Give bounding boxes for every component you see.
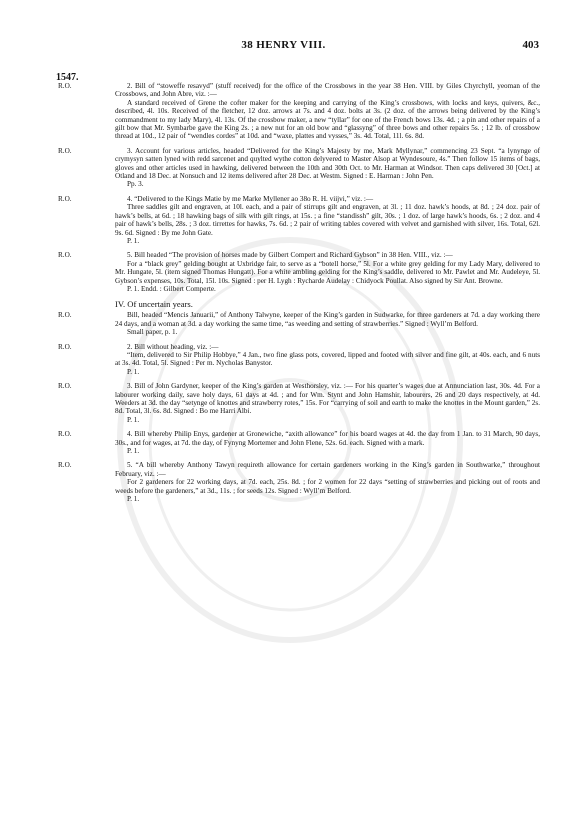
archive-marker: R.O. <box>58 430 72 439</box>
calendar-entry <box>0 299 567 336</box>
entry-body <box>115 251 540 293</box>
entry-paragraph: 2. Bill without heading, viz. :— <box>127 342 219 351</box>
entry-body <box>115 430 540 455</box>
entry-paragraph: Three saddles gilt and engraven, at 10l. each, and a pair of stirrups gilt and engraven, at 3l. ; 11 doz. hawk’s hoods, at 8d. ; 24 doz. pair of hawk’s bells, at 6d. ; 18 hawking bags of silk with gilt rings, at 15s. ; a fine “standissh” gilt, 30s. ; 1 doz. of large hawk’s hoods, 6s. ; 2 doz. and 4 pair of hawk’s bells, 28s. ; 3 doz. tirrettes for hawks, 7s. 6d. ; 2 pair of writing tables covered with velvet and garnished with silver, 16s. Total, 62l. 9s. 6d. Signed : By me John Gate. <box>115 203 540 237</box>
archive-marker: R.O. <box>58 82 72 90</box>
entry-paragraph: P. 1. <box>127 447 140 456</box>
calendar-entry <box>0 343 567 377</box>
running-title: 38 HENRY VIII. <box>241 39 326 51</box>
archive-marker: R.O. <box>58 146 72 155</box>
entry-paragraph: “Item, delivered to Sir Philip Hobbye,” 4 Jan., two fine glass pots, covered, lipped and footed with silver and fine gilt, at 40s. each, and 6 nuts at 3s. 4d. Total, 5l. Signed : Per m. Nycholas Banystor. <box>115 350 540 368</box>
entry-body <box>115 461 540 503</box>
entry-paragraph: 3. Bill of John Gardyner, keeper of the King’s garden at Westhorsley, viz. :— For his quarter’s wages due at Annunciation last, 30s. 4d. For a labourer working daily, save holy days, 61 days at 4d. ; and for Wm. Stynt and John Hamshir, labourers, 26 and 20 days respectively, at 4d. Weeders at 3d. the day “setynge of knottes and strawberry rotes,” 15s. For “carrying of soil and earth to make the knottes in the Mount garden,” 2s. 8d. Total, 3l. 6s. 8d. Signed : Bo me Harri Albi. <box>115 382 540 416</box>
entry-paragraph: P. 1. Endd. : Gilbert Comperte. <box>127 284 216 293</box>
calendar-entry <box>0 147 567 189</box>
entry-paragraph: P. 1. <box>127 236 140 245</box>
entry-paragraph: For a “black grey” gelding bought at Uxbridge fair, to serve as a “botell horse,” 5l. For a white grey gelding for my Lady Mary, delivered to Mr. Hungate, 5l. (item signed Thomas Hungatt). For a white ambling gelding for the King’s saddle, delivered to Mr. Pawlet and Mr. Audeleye, 5l. Gybson’s expenses, 10s. Total, 15l. 10s. Signed : per H. Lygh : Rycharde Audelay : Chidyock Poullat. Also signed by Sir Ant. Browne. <box>115 259 540 285</box>
archive-marker: R.O. <box>58 194 72 203</box>
running-header <box>0 39 567 53</box>
entry-paragraph: 2. Bill of “stoweffe resavyd” (stuff received) for the office of the Crossbows in the year 38 Hen. VIII. by Giles Chyrchyll, yeoman of the Crossbows, and John Abre, viz. :— <box>115 82 540 99</box>
year-marker: 1547. <box>56 72 79 83</box>
entry-paragraph: A standard received of Grene the cofter maker for the keeping and carrying of the King’s crossbows, with locks and keys, quivers, &c., described, 4l. 10s. Received of the fletcher, 12 doz. arrows at 7s. and 4 doz. bolts at 3s. (2 doz. of the arrows being delivered by the King’s commandment to my lady Mary), 4l. 13s. Of the crossbow maker, a new “tyllar” for one of the French bows 13s. 4d. ; a pin and other repairs of a gilt bow that Mr. Symbarbe gave the King 2s. ; a new nut for an old bow and “glassyng” of three bows and other repairs 5s. ; 12 lb. of crossbow thread at 10d., 12 pair of “wendles cordes” at 10d. and “waxe, plattes and vysses,” 3s. 4d. Total, 11l. 6s. 8d. <box>115 98 540 141</box>
entry-paragraph: 5. Bill headed “The provision of horses made by Gilbert Compert and Richard Gybson” in 38 Hen. VIII., viz. :— <box>127 251 453 260</box>
calendar-entry <box>0 461 567 503</box>
calendar-entry <box>0 195 567 245</box>
entry-paragraph: 3. Account for various articles, headed “Delivered for the King’s Majesty by me, Mark Myllynar,” commencing 23 Sept. “a lynynge of crymysyn satten lyned with redd sarcenet and quylted wythe cotton delyvered to Master Alsop at Wyndesoure, 4s.” Then follow 15 items of bags, gloves and other articles used in hawking, delivered between the 10th and 30th Oct. to Mr. Harman at Windsor. Then caps delivered 30 [Oct.] at Otland and 18 Dec. at Nonsuch and 12 items delivered after 28 Dec. at Westm. Signed : E. Harman : John Pen. <box>115 146 540 181</box>
entry-paragraph: 5. “A bill whereby Anthony Tawyn requireth allowance for certain gardeners working in the King’s garden in Southwarke,” throughout February, viz. :— <box>115 461 540 478</box>
calendar-entry <box>0 82 567 141</box>
page-number: 403 <box>522 39 539 51</box>
calendar-entries <box>0 82 567 509</box>
entry-body <box>115 343 540 377</box>
entry-body <box>115 147 540 189</box>
archive-marker: R.O. <box>58 382 72 391</box>
entry-body <box>115 195 540 245</box>
entry-paragraph: Pp. 3. <box>127 180 144 189</box>
entry-paragraph: 4. Bill whereby Philip Enys, gardener at Gronewiche, “axith allowance” for his board wages at 4d. the day from 1 Jan. to 31 March, 90 days, 30s., and for wages, at 7d. the day, of Fynyng Mortemer and John Flene, 52s. 6d. each. Signed with a mark. <box>115 430 540 447</box>
archive-marker: R.O. <box>58 342 72 351</box>
entry-body <box>115 82 540 141</box>
section-heading: IV. Of uncertain years. <box>115 299 193 310</box>
archive-marker: R.O. <box>58 311 72 320</box>
entry-paragraph: P. 1. <box>127 415 140 424</box>
entry-paragraph: Bill, headed “Mencis Januarii,” of Anthony Talwyne, keeper of the King’s garden in Sudwarke, for three gardeners at 7d. a day working there 24 days, and a woman at 3d. a day working the same time, “as weeding and setting of strawberries.” Signed : Wyll’m Belford. <box>115 311 540 328</box>
archive-marker: R.O. <box>58 251 72 260</box>
archive-marker: R.O. <box>58 461 72 470</box>
entry-paragraph: For 2 gardeners for 22 working days, at 7d. each, 25s. 8d. ; for 2 women for 22 days “setting of strawberries and picking out of roots and weeds before the gardeners,” at 3d., 11s. ; for seeds 12s. Signed : Wyll’m Belford. <box>115 478 540 495</box>
calendar-entry <box>0 382 567 424</box>
entry-paragraph: 4. “Delivered to the Kings Matie by me Marke Myllener ao 38o R. H. viijvi,” viz. :— <box>127 194 374 203</box>
entry-paragraph: Small paper, p. 1. <box>127 328 178 337</box>
calendar-entry <box>0 251 567 293</box>
entry-body <box>115 382 540 424</box>
calendar-entry <box>0 430 567 455</box>
entry-body <box>115 311 540 336</box>
entry-paragraph: P. 1. <box>127 495 140 504</box>
entry-paragraph: P. 1. <box>127 367 140 376</box>
